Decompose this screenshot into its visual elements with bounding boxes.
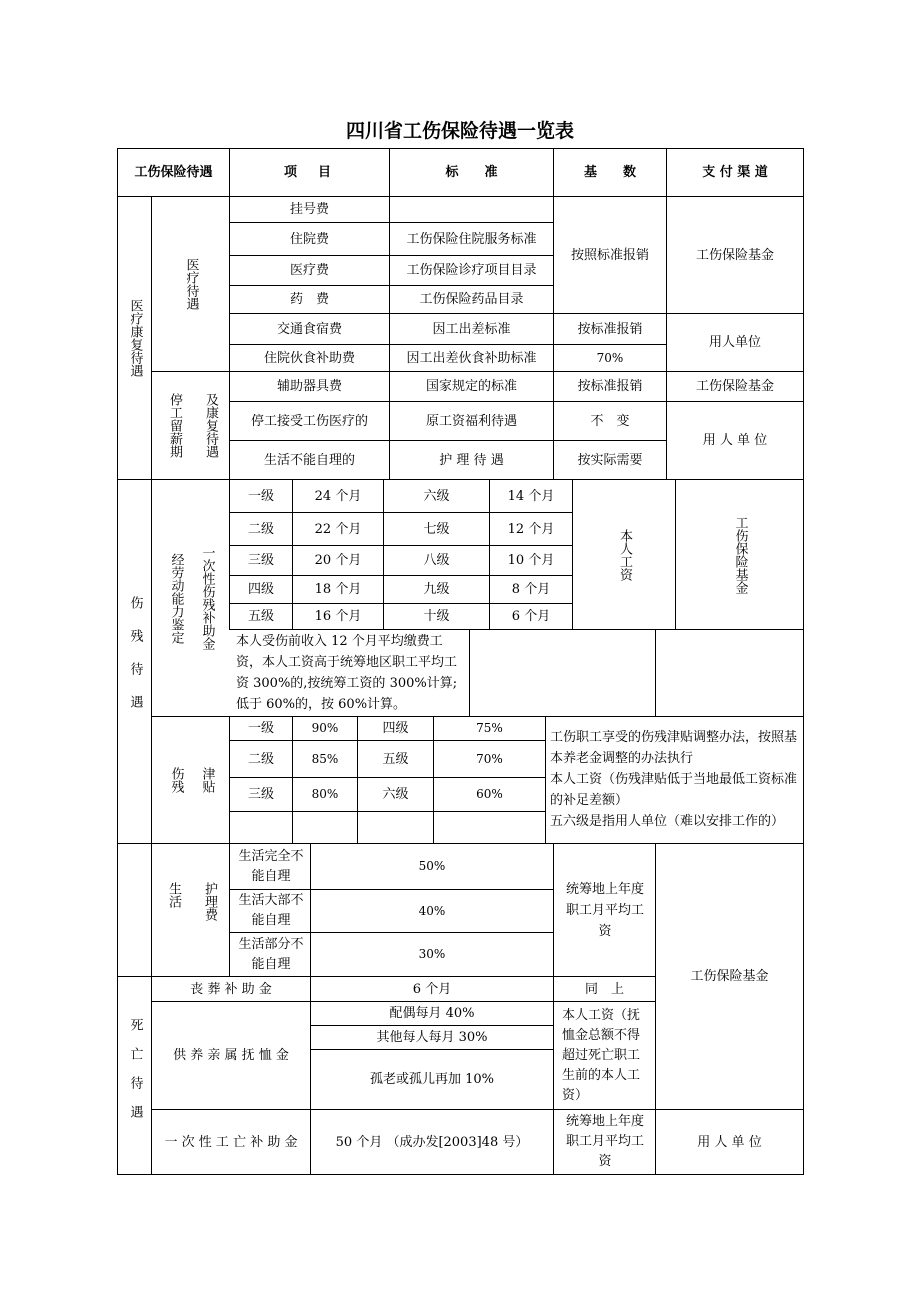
allowance-rate: 80% [311,787,339,801]
months-cell: 22 个月 [314,521,362,537]
allowance-grade: 六级 [382,787,409,802]
disability-group-text: 伤残待遇 [127,595,143,728]
medical-fee-standard: 工伤保险诊疗项目目录 [406,263,537,278]
funeral-allowance: 丧 葬 补 助 金 [190,981,272,997]
nursing-level: 生活完全不能自理 [238,848,304,884]
grade-cell: 四级 [247,582,274,597]
months-cell: 16 个月 [314,609,362,624]
lump-sum-label-col2: 一次性伤残补助金 [199,546,215,650]
grade-cell: 六级 [423,488,450,504]
suspension-pay: 停工接受工伤医疗的 [250,413,368,429]
allowance-note-base: 本人工资（伤残津贴低于当地最低工资标准的补足差额） [550,772,798,808]
suspension-label-col2: 及康复待遇 [203,393,218,458]
suspension-pay-base: 不 变 [590,413,630,429]
grade-cell: 八级 [423,553,450,568]
meal-subsidy-base: 70% [596,350,624,365]
suspension-channel: 用 人 单 位 [702,433,768,448]
medicine-fee: 药 费 [289,292,329,307]
lump-sum-note: 本人受伤前收入 12 个月平均缴费工资，本人工资高于统筹地区职工平均工资 300%的,按统筹工资的 300%计算;低于 60%的，按 60%计算。 [236,634,458,712]
lump-sum-channel-text: 工伤保险基金 [732,515,748,594]
nursing-label-col1: 生活 [166,882,181,908]
allowance-label-col2: 津贴 [199,767,215,793]
header-base: 基 数 [583,165,636,180]
work-death-lump-base: 统筹地上年度职工月平均工资 [565,1114,644,1169]
header-channel: 支 付 渠 道 [702,165,768,180]
allowance-note-employer: 五六级是指用人单位（难以安排工作的） [550,814,785,829]
allowance-notes [550,727,802,832]
transport-standard: 因工出差标准 [432,321,511,337]
page-title: 四川省工伤保险待遇一览表 [345,119,574,142]
death-group-text: 死亡待遇 [127,1017,143,1134]
months-cell: 18 个月 [314,582,362,597]
nursing-death-channel: 工伤保险基金 [690,969,769,984]
allowance-label [160,717,222,843]
grade-cell: 一级 [247,488,274,504]
transport-fee: 交通食宿费 [276,321,342,337]
suspension-label-col1: 停工留薪期 [167,393,182,458]
assistive-device-fee: 辅助器具费 [276,379,342,394]
nursing-rate: 50% [418,859,446,873]
nursing-label-col2: 护理费 [202,882,217,921]
pension-base: 本人工资（抚恤金总额不得超过死亡职工生前的本人工资） [562,1007,641,1103]
assistive-base: 按标准报销 [577,379,643,394]
funeral-base: 同 上 [584,981,624,997]
allowance-rate: 70% [476,751,503,766]
hospitalization-fee: 住院费 [289,231,329,247]
assistive-standard: 国家规定的标准 [425,379,517,394]
months-cell: 10 个月 [507,553,555,568]
nursing-base: 统筹地上年度职工月平均工资 [565,881,644,939]
meal-subsidy: 住院伙食补助费 [263,350,355,366]
assistive-channel: 工伤保险基金 [695,379,774,394]
lump-sum-label [160,480,222,716]
lump-sum-base-text: 本人工资 [617,528,632,581]
grade-cell: 十级 [423,609,450,624]
meal-subsidy-standard: 因工出差伙食补助标准 [406,350,537,366]
hospitalization-standard: 工伤保险住院服务标准 [406,231,537,247]
grade-cell: 五级 [247,609,274,624]
work-death-lump-sum: 一 次 性 工 亡 补 助 金 [164,1134,298,1150]
medical-treatment-text: 医疗待遇 [183,258,199,310]
header-category: 工伤保险待遇 [134,165,213,180]
grade-cell: 二级 [247,521,274,537]
medical-group-text: 医疗康复待遇 [127,299,143,377]
transport-base: 按标准报销 [577,321,643,337]
months-cell: 20 个月 [314,553,362,568]
allowance-grade: 三级 [247,787,274,802]
medical-channel-fund: 工伤保险基金 [695,247,774,263]
allowance-label-col1: 伤残 [168,767,184,793]
nursing-rate: 30% [418,947,446,961]
allowance-rate: 60% [476,787,503,801]
header-item: 项 目 [283,165,335,180]
medical-group-label [118,197,151,479]
allowance-rate: 75% [476,721,503,735]
medical-treatment-label [152,197,229,371]
medicine-standard: 工伤保险药品目录 [419,292,524,307]
grade-cell: 七级 [423,521,450,537]
nursing-level: 生活部分不能自理 [238,936,304,972]
allowance-rate: 85% [311,751,339,766]
header-standard: 标 准 [445,165,498,180]
pension-orphan: 孤老或孤儿再加 10% [369,1072,495,1087]
grade-cell: 九级 [423,582,450,597]
allowance-grade: 五级 [382,751,409,767]
pension-spouse: 配偶每月 40% [389,1006,475,1021]
nursing-label [162,844,220,976]
dependents-pension: 供 养 亲 属 抚 恤 金 [173,1048,289,1063]
death-group-label [118,977,151,1174]
allowance-note-adjustment: 工伤职工享受的伤残津贴调整办法，按照基本养老金调整的办法执行 [550,730,798,766]
nursing-level: 生活大部不能自理 [238,893,304,928]
registration-fee: 挂号费 [289,202,329,217]
months-cell: 12 个月 [507,521,555,537]
months-cell: 24 个月 [314,488,362,504]
funeral-standard: 6 个月 [412,981,452,997]
months-cell: 14 个月 [507,488,555,504]
allowance-grade: 一级 [247,721,274,736]
nursing-rate: 40% [418,903,446,918]
lump-sum-label-col1: 经劳动能力鉴定 [168,552,184,644]
transport-channel: 用人单位 [708,335,761,350]
work-death-lump-standard: 50 个月 （成办发[2003]48 号） [335,1134,529,1150]
allowance-grade: 二级 [247,751,274,767]
reimburse-by-standard: 按照标准报销 [570,247,649,263]
self-care-base: 按实际需要 [577,452,643,468]
allowance-grade: 四级 [382,721,409,736]
pension-other: 其他每人每月 30% [376,1030,488,1045]
self-care-inability: 生活不能自理的 [263,452,355,468]
allowance-rate: 90% [311,721,339,735]
medical-fee: 医疗费 [289,263,329,278]
self-care-standard: 护 理 待 遇 [439,452,504,468]
lump-sum-channel [676,480,803,629]
suspension-label [156,372,228,479]
grade-cell: 三级 [247,553,274,568]
disability-group-label [118,480,151,843]
months-cell: 6 个月 [511,609,551,624]
months-cell: 8 个月 [511,582,551,597]
work-death-lump-channel: 用 人 单 位 [697,1134,762,1150]
suspension-pay-standard: 原工资福利待遇 [425,413,517,429]
lump-sum-base [573,480,675,629]
